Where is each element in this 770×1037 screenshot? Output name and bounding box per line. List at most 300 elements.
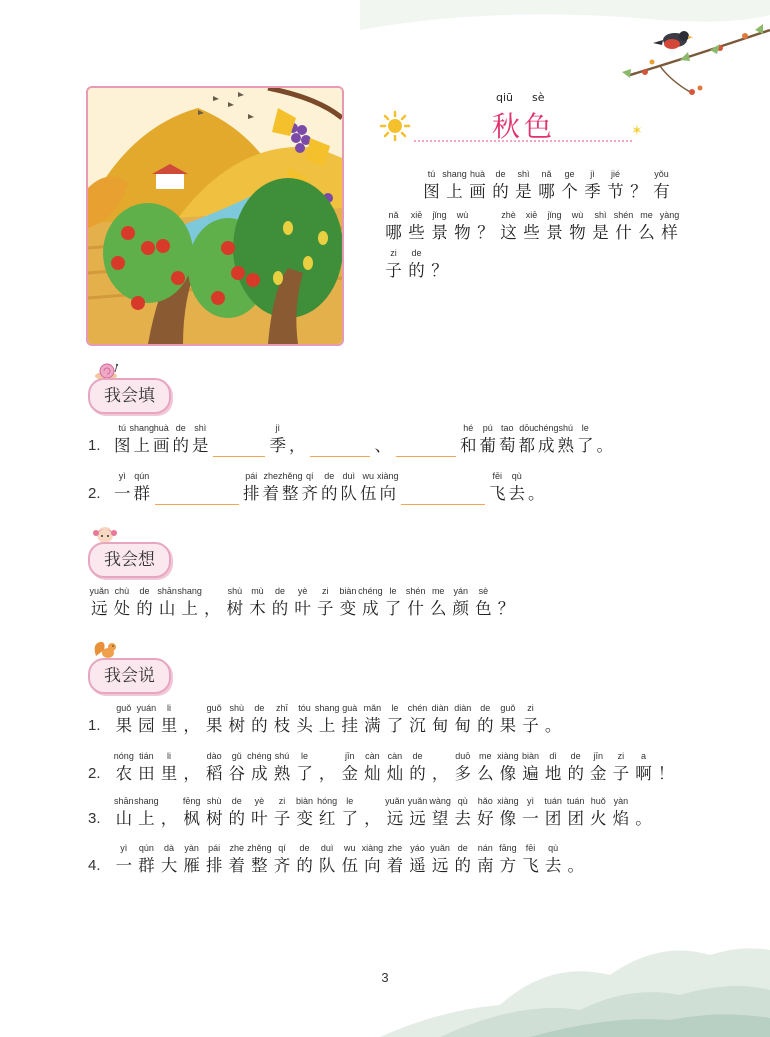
pinyin: qù — [548, 843, 559, 853]
answer-blank[interactable] — [401, 482, 485, 505]
ruby-char — [497, 842, 520, 877]
hanzi: 去 — [454, 809, 471, 828]
hanzi: 望 — [431, 809, 449, 828]
hanzi: 的 — [228, 809, 246, 828]
ruby-char — [489, 168, 512, 203]
hanzi: 的 — [492, 182, 509, 201]
hanzi: 的 — [408, 261, 425, 280]
pinyin: zi — [278, 796, 286, 806]
pinyin: jǐng — [547, 210, 562, 220]
hanzi: 啊 — [635, 764, 652, 783]
hanzi: 子 — [612, 764, 630, 783]
star-icon: ✶ — [631, 123, 643, 139]
ruby-char — [429, 702, 452, 737]
pinyin: shang — [134, 796, 159, 806]
pinyin: le — [581, 423, 589, 433]
hanzi: 季 — [269, 436, 287, 455]
pinyin: shān — [157, 586, 177, 596]
pinyin: jīn — [344, 751, 355, 761]
hanzi: ， — [160, 809, 178, 828]
ruby-char — [113, 795, 136, 830]
hanzi: 图 — [423, 182, 440, 201]
ruby-char — [542, 702, 565, 737]
pinyin: shì — [594, 210, 607, 220]
hanzi: 葡 — [479, 436, 497, 455]
hanzi: 么 — [638, 223, 655, 242]
hanzi: 远 — [91, 599, 108, 618]
ruby-char — [632, 750, 655, 785]
hanzi: 像 — [499, 809, 517, 828]
ruby-char — [534, 422, 559, 457]
ruby-char — [472, 585, 495, 620]
pinyin: de — [411, 248, 422, 258]
pinyin: a — [640, 751, 646, 761]
hanzi: 多 — [454, 764, 471, 783]
ruby-char — [180, 842, 203, 877]
ruby-char — [271, 842, 294, 877]
hanzi: 的 — [477, 716, 494, 735]
pinyin: dào — [206, 751, 222, 761]
ruby-char — [269, 585, 292, 620]
ruby-char — [451, 750, 474, 785]
ruby-char — [316, 702, 339, 737]
ruby-char — [339, 470, 359, 505]
ruby-char — [382, 247, 405, 282]
pinyin: yè — [297, 586, 308, 596]
pinyin: qù — [511, 471, 522, 481]
say-item — [88, 795, 655, 830]
hanzi: 子 — [273, 809, 291, 828]
pinyin: biàn — [521, 751, 539, 761]
hanzi: ， — [183, 764, 200, 783]
hanzi: 是 — [515, 182, 532, 201]
pinyin: jié — [610, 169, 620, 179]
pinyin: dì — [549, 751, 557, 761]
ruby-char — [271, 750, 294, 785]
ruby-char — [224, 585, 247, 620]
pinyin: qún — [138, 843, 154, 853]
hanzi: 熟 — [273, 764, 291, 783]
pinyin: shang — [177, 586, 202, 596]
ruby-char — [519, 702, 542, 737]
ruby-char — [488, 470, 508, 505]
pinyin: jì — [275, 423, 281, 433]
ruby-char — [384, 842, 407, 877]
ruby-char — [474, 795, 497, 830]
ruby-char — [361, 750, 384, 785]
ruby-char — [474, 842, 497, 877]
ruby-char — [293, 702, 316, 737]
ruby-char — [225, 795, 248, 830]
hanzi: 有 — [653, 182, 670, 201]
hanzi: 。 — [596, 436, 614, 455]
hanzi: 园 — [138, 716, 155, 735]
pinyin: li — [167, 751, 171, 761]
hanzi: 稻 — [205, 764, 223, 783]
ruby-char — [248, 702, 271, 737]
hanzi: 。 — [528, 484, 545, 503]
think-question — [88, 585, 517, 620]
ruby-char — [135, 795, 158, 830]
hanzi: 树 — [226, 599, 244, 618]
ruby-char — [519, 842, 542, 877]
pinyin: fēi — [525, 843, 536, 853]
ruby-char — [512, 168, 535, 203]
pinyin: guà — [342, 703, 358, 713]
pinyin: hé — [463, 423, 474, 433]
hanzi: 灿 — [364, 764, 381, 783]
pinyin: pái — [208, 843, 221, 853]
pinyin: jǐng — [432, 210, 447, 220]
pinyin: yàn — [184, 843, 199, 853]
pinyin: shù — [206, 796, 222, 806]
pinyin: shú — [274, 751, 290, 761]
hanzi: 些 — [408, 223, 425, 242]
pinyin: yuán — [136, 703, 157, 713]
pinyin: fēng — [182, 796, 201, 806]
hanzi: 大 — [160, 856, 178, 875]
hanzi: ， — [431, 764, 449, 783]
hanzi: 处 — [113, 599, 131, 618]
hanzi: 什 — [407, 599, 424, 618]
hanzi: 的 — [136, 599, 153, 618]
pinyin: zhe — [263, 471, 279, 481]
ruby-char — [248, 795, 271, 830]
pinyin: qí — [278, 843, 286, 853]
ruby-char — [474, 750, 497, 785]
ruby-char — [632, 795, 655, 830]
ruby-char — [201, 585, 224, 620]
pinyin: chén — [407, 703, 428, 713]
answer-blank[interactable] — [155, 482, 239, 505]
ruby-char — [527, 470, 547, 505]
pinyin: huà — [469, 169, 486, 179]
hanzi: 哪 — [538, 182, 555, 201]
squirrel-icon — [92, 638, 118, 660]
hanzi: 着 — [228, 856, 246, 875]
pinyin: de — [275, 586, 286, 596]
item-number: 1. — [88, 717, 101, 734]
ruby-char — [338, 702, 361, 737]
pinyin: de — [139, 586, 150, 596]
pinyin: shì — [517, 169, 530, 179]
ruby-char — [337, 585, 360, 620]
pinyin: de — [457, 843, 468, 853]
hanzi: 画 — [153, 436, 170, 455]
pinyin: diàn — [454, 703, 472, 713]
pinyin: gǔ — [231, 751, 242, 761]
pinyin: wù — [571, 210, 584, 220]
pinyin: wu — [362, 471, 375, 481]
hanzi: 伍 — [341, 856, 358, 875]
hanzi: ？ — [431, 261, 448, 280]
hanzi: 了 — [384, 599, 402, 618]
ruby-char — [191, 422, 211, 457]
pinyin: zhěng — [247, 843, 272, 853]
ruby-char — [427, 585, 450, 620]
ruby-char — [543, 209, 566, 244]
hanzi: 么 — [477, 764, 494, 783]
ruby-char — [203, 795, 226, 830]
pinyin: shén — [405, 586, 426, 596]
pinyin: shù — [229, 703, 245, 713]
pinyin: chù — [114, 586, 130, 596]
pinyin: fāng — [499, 843, 517, 853]
hanzi: ， — [183, 716, 200, 735]
pinyin: xiàng — [497, 796, 519, 806]
hanzi: 季 — [584, 182, 601, 201]
pinyin: dà — [163, 843, 174, 853]
hanzi: 齐 — [301, 484, 319, 503]
hanzi: 着 — [262, 484, 280, 503]
hanzi: 像 — [499, 764, 517, 783]
pinyin: xiàng — [497, 751, 519, 761]
pinyin: chéng — [247, 751, 272, 761]
pinyin: yuǎn — [89, 586, 110, 596]
ruby-char — [519, 795, 542, 830]
ruby-char — [113, 702, 136, 737]
answer-blank[interactable] — [310, 434, 370, 457]
hanzi: 整 — [282, 484, 299, 503]
pinyin: xiàng — [377, 471, 399, 481]
ruby-char — [288, 422, 308, 457]
pinyin: càn — [365, 751, 380, 761]
ruby-char — [291, 585, 314, 620]
pinyin: shì — [194, 423, 207, 433]
pinyin: yuǎn — [385, 796, 405, 806]
pinyin: zi — [390, 248, 397, 258]
ruby-char — [338, 842, 361, 877]
ruby-char — [316, 842, 339, 877]
pinyin: nǎ — [541, 169, 552, 179]
hanzi: 好 — [477, 809, 494, 828]
ruby-char — [178, 585, 201, 620]
pinyin: yán — [453, 586, 469, 596]
ruby-char — [271, 702, 294, 737]
pinyin: de — [412, 751, 423, 761]
ruby-char — [429, 795, 452, 830]
hanzi: ！ — [657, 764, 675, 783]
ruby-char — [382, 209, 405, 244]
page-number: 3 — [381, 970, 389, 985]
ruby-char — [203, 702, 226, 737]
hanzi: 满 — [364, 716, 381, 735]
ruby-char — [655, 750, 678, 785]
ruby-char — [314, 585, 337, 620]
hanzi: 上 — [181, 599, 198, 618]
fill-item — [88, 422, 615, 457]
ruby-char — [384, 750, 407, 785]
ruby-char — [135, 702, 158, 737]
badge-think: 我会想 — [88, 542, 171, 578]
ruby-char — [246, 585, 269, 620]
pinyin: chéng — [534, 423, 559, 433]
ruby-char — [459, 422, 479, 457]
answer-blank[interactable] — [396, 434, 456, 457]
ruby-char — [587, 750, 610, 785]
hanzi: 的 — [567, 764, 584, 783]
ruby-char — [497, 795, 520, 830]
item-number: 1. — [88, 437, 101, 454]
pinyin: sè — [478, 586, 489, 596]
ruby-char — [595, 422, 615, 457]
hanzi: 一 — [522, 809, 539, 828]
ruby-char — [451, 795, 474, 830]
pinyin: yǒu — [654, 169, 669, 179]
hanzi: 团 — [567, 809, 584, 828]
hanzi: 里 — [160, 764, 178, 783]
ruby-char — [180, 750, 203, 785]
ruby-char — [248, 842, 271, 877]
ruby-char — [497, 750, 520, 785]
pinyin: qún — [134, 471, 150, 481]
ruby-char — [495, 585, 518, 620]
hanzi: 些 — [523, 223, 540, 242]
ruby-char — [406, 795, 429, 830]
ruby-char — [564, 842, 587, 877]
hanzi: 金 — [590, 764, 607, 783]
pinyin: tuán — [544, 796, 562, 806]
hanzi: 节 — [607, 182, 624, 201]
hanzi: 哪 — [385, 223, 402, 242]
pinyin: hǎo — [477, 796, 493, 806]
pinyin: me — [431, 586, 445, 596]
pinyin: yì — [120, 843, 128, 853]
hanzi: ？ — [477, 223, 494, 242]
ruby-char — [604, 168, 627, 203]
hanzi: 枝 — [273, 716, 291, 735]
ruby-char — [316, 795, 339, 830]
ruby-char — [338, 795, 361, 830]
ruby-char — [404, 585, 427, 620]
pinyin: yì — [526, 796, 534, 806]
hanzi: 上 — [133, 436, 151, 455]
hanzi: 雁 — [183, 856, 200, 875]
pinyin: mǎn — [363, 703, 382, 713]
hanzi: 的 — [409, 764, 426, 783]
ruby-char — [203, 750, 226, 785]
pinyin: me — [479, 751, 492, 761]
pinyin: yuǎn — [407, 796, 428, 806]
hanzi: 个 — [561, 182, 578, 201]
pinyin: tú — [118, 423, 127, 433]
ruby-char — [361, 702, 384, 737]
pinyin: zi — [527, 703, 534, 713]
hanzi: 树 — [205, 809, 223, 828]
ruby-char — [587, 795, 610, 830]
hanzi: 遥 — [409, 856, 426, 875]
ruby-char — [658, 209, 681, 244]
hanzi: 图 — [114, 436, 131, 455]
ruby-char — [293, 795, 316, 830]
intro-line — [382, 209, 681, 244]
pinyin: nǎ — [388, 210, 399, 220]
badge-speak: 我会说 — [88, 658, 171, 694]
pinyin: duì — [320, 843, 334, 853]
pinyin: diàn — [431, 703, 449, 713]
answer-blank[interactable] — [213, 434, 265, 457]
pinyin: qí — [306, 471, 314, 481]
ruby-char — [359, 470, 379, 505]
ruby-char — [158, 842, 181, 877]
hanzi: 是 — [592, 223, 609, 242]
ruby-char — [359, 585, 382, 620]
hanzi: 的 — [321, 484, 338, 503]
ruby-char — [451, 209, 474, 244]
hanzi: 团 — [544, 809, 562, 828]
hanzi: 方 — [499, 856, 517, 875]
hanzi: ？ — [497, 599, 515, 618]
autumn-scene-illustration — [86, 86, 344, 346]
pinyin: huà — [153, 423, 169, 433]
ruby-char — [420, 168, 443, 203]
ruby-char — [507, 470, 527, 505]
hanzi: 是 — [192, 436, 209, 455]
hanzi: 和 — [460, 436, 477, 455]
ruby-char — [405, 209, 428, 244]
hanzi: 成 — [362, 599, 379, 618]
pinyin: tao — [501, 423, 514, 433]
ruby-char — [406, 750, 429, 785]
pinyin: fēi — [492, 471, 503, 481]
pinyin: tóu — [298, 703, 311, 713]
ruby-char — [113, 470, 133, 505]
title-underline — [414, 140, 632, 142]
ruby-char — [520, 209, 543, 244]
hanzi: 远 — [409, 809, 426, 828]
ruby-char — [519, 750, 542, 785]
pinyin: duō — [455, 751, 471, 761]
ruby-char — [382, 585, 405, 620]
hanzi: 果 — [499, 716, 517, 735]
ruby-char — [242, 470, 262, 505]
pinyin: chéng — [358, 586, 383, 596]
ruby-char — [320, 470, 340, 505]
hanzi: 山 — [115, 809, 133, 828]
ruby-char — [497, 209, 520, 244]
ruby-char — [338, 750, 361, 785]
ruby-char — [450, 585, 473, 620]
ruby-char — [111, 585, 134, 620]
ruby-char — [378, 470, 398, 505]
say-item — [88, 750, 677, 785]
hanzi: 甸 — [431, 716, 449, 735]
pinyin: shén — [613, 210, 634, 220]
hanzi: 叶 — [294, 599, 311, 618]
ruby-char — [361, 795, 384, 830]
hanzi: 。 — [635, 809, 652, 828]
item-number: 2. — [88, 485, 101, 502]
ruby-char — [293, 842, 316, 877]
pinyin: shù — [227, 586, 243, 596]
ruby-char — [158, 702, 181, 737]
ruby-char — [428, 247, 451, 282]
ruby-char — [650, 168, 673, 203]
hanzi: 头 — [296, 716, 313, 735]
hanzi: 向 — [379, 484, 397, 503]
pinyin: de — [175, 423, 186, 433]
ruby-char — [635, 209, 658, 244]
hanzi: 焰 — [612, 809, 630, 828]
ruby-char — [384, 702, 407, 737]
hanzi: 景 — [546, 223, 563, 242]
hanzi: ， — [289, 436, 306, 455]
ruby-char — [361, 842, 384, 877]
pinyin: biàn — [296, 796, 314, 806]
hanzi: 队 — [340, 484, 358, 503]
pinyin: de — [480, 703, 491, 713]
hanzi: 果 — [115, 716, 133, 735]
